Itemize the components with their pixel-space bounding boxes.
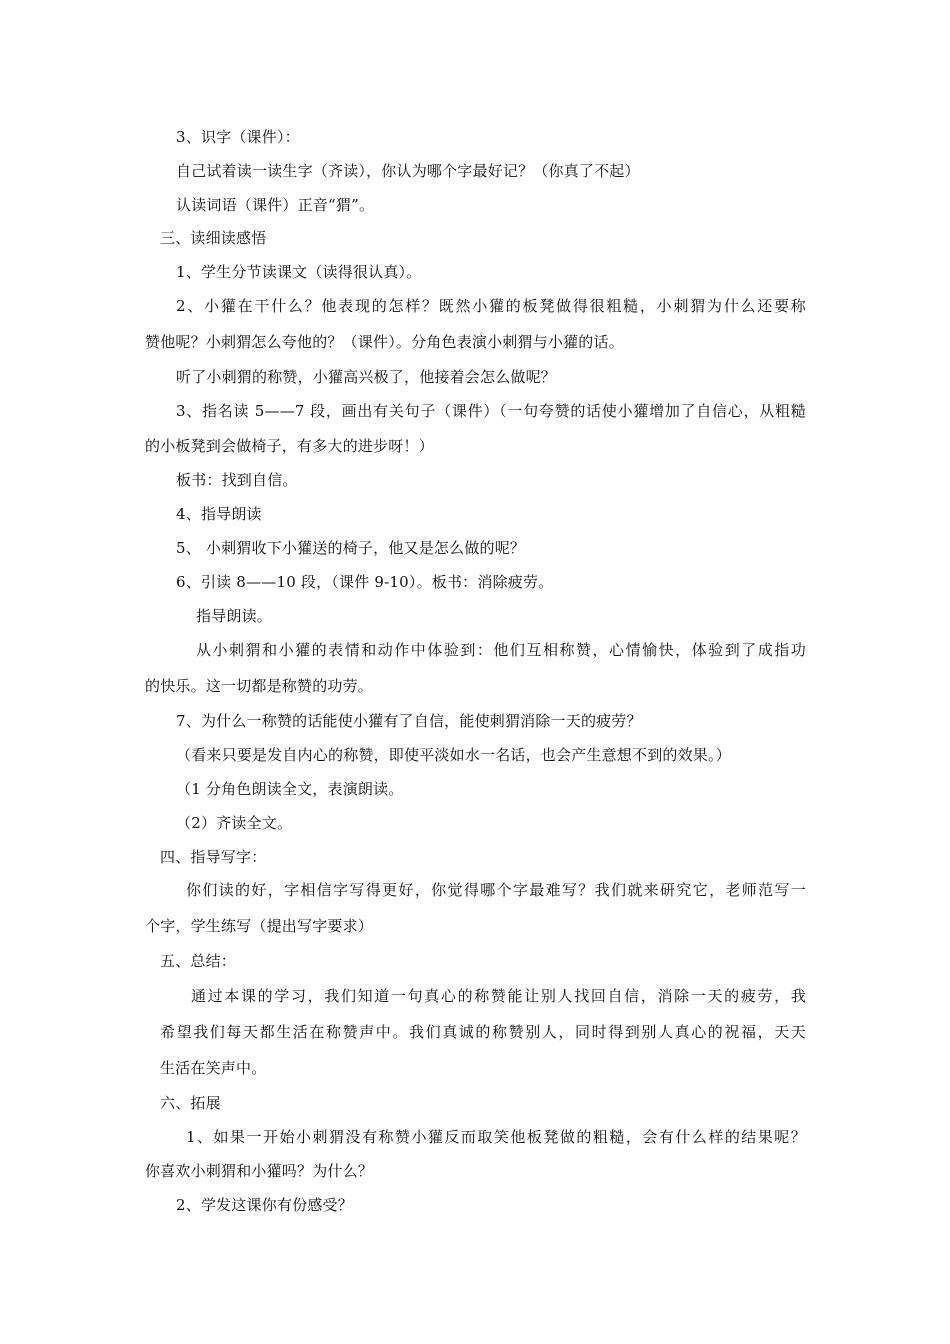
text-line: 2、小獾在干什么？他表现的怎样？既然小獾的板凳做得很粗糙，小刺猬为什么还要称 [176,297,806,315]
section-heading: 三、读细读感悟 [160,229,267,247]
text-line: 4、指导朗读 [176,505,262,523]
text-line: （看来只要是发自内心的称赞，即使平淡如水一名话，也会产生意想不到的效果。） [176,746,731,764]
text-line: 自己试着读一读生字（齐读），你认为哪个字最好记？（你真了不起） [176,162,640,180]
text-line: 3、指名读 5——7 段，画出有关句子（课件）（一句夸赞的话使小獾增加了自信心，从粗糙 [176,402,806,420]
text-line: 1、如果一开始小刺猬没有称赞小獾反而取笑他板凳做的粗糙，会有什么样的结果呢？ [186,1128,806,1146]
section-heading: 六、拓展 [160,1094,221,1112]
text-line: 你喜欢小刺猬和小獾吗？为什么？ [145,1162,374,1180]
text-line: 的小板凳到会做椅子，有多大的进步呀！） [145,437,434,455]
text-line: 通过本课的学习，我们知道一句真心的称赞能让别人找回自信，消除一天的疲劳，我 [191,987,806,1005]
text-line: 板书：找到自信。 [176,471,298,489]
section-heading: 五、总结： [160,952,237,970]
text-line: 的快乐。这一切都是称赞的功劳。 [145,677,374,695]
text-line: 7、为什么一称赞的话能使小獾有了自信，能使刺猬消除一天的疲劳？ [176,712,642,730]
text-line: 1、学生分节读课文（读得很认真）。 [176,263,422,281]
text-line: 听了小刺猬的称赞，小獾高兴极了，他接着会怎么做呢？ [176,368,557,386]
text-line: 2、学发这课你有份感受？ [176,1196,353,1214]
text-line: 6、引读 8——10 段，（课件 9-10）。板书：消除疲劳。 [176,573,554,591]
text-line: 3、识字（课件）： [176,128,300,146]
text-line: 指导朗读。 [196,607,273,625]
text-line: 生活在笑声中。 [160,1059,267,1077]
text-line: 从小刺猬和小獾的表情和动作中体验到：他们互相称赞，心情愉快，体验到了成指功 [196,641,806,659]
text-line: 认读词语（课件）正音“猬”。 [176,196,375,214]
text-line: （1 分角色朗读全文，表演朗读。 [176,780,404,798]
text-line: 希望我们每天都生活在称赞声中。我们真诚的称赞别人，同时得到别人真心的祝福，天天 [160,1023,806,1041]
text-line: 赞他呢？小刺猬怎么夸他的？（课件）。分角色表演小刺猬与小獾的话。 [145,333,624,351]
section-heading: 四、指导写字： [160,848,267,866]
text-line: 5、 小刺猬收下小獾送的椅子，他又是怎么做的呢？ [176,539,526,557]
text-line: 你们读的好，字相信字写得更好，你觉得哪个字最难写？我们就来研究它，老师范写一 [186,881,806,899]
text-line: （2）齐读全文。 [176,814,293,832]
text-line: 个字，学生练写（提出写字要求） [145,917,374,935]
